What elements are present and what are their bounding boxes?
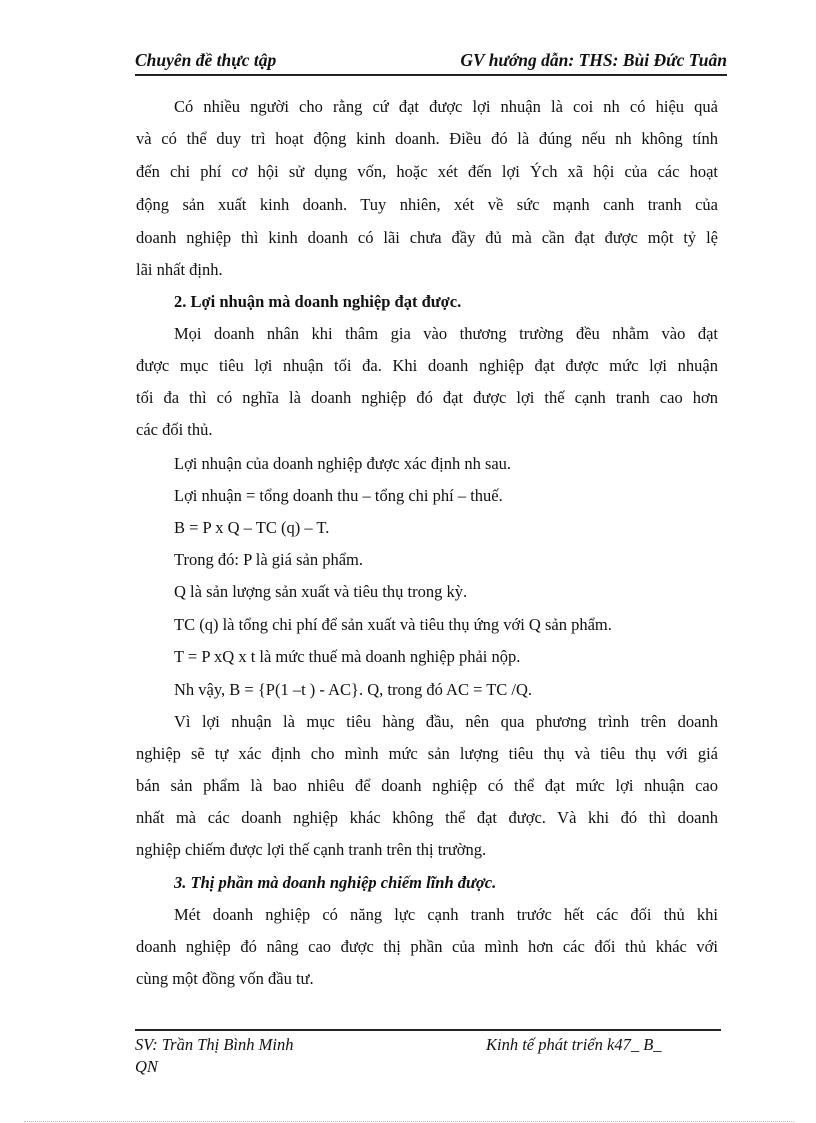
text-line: lãi nhất định. [136,260,223,279]
page-header [135,48,727,76]
text-line: đến chi phí cơ hội sử dụng vốn, hoặc xét đến lợi Ých xã hội của các hoạt [136,162,718,181]
text-line: nghiệp sẽ tự xác định cho mình mức sản lượng tiêu thụ và tiêu thụ với giá [136,744,718,763]
text-line: các đối thủ. [136,420,213,439]
header-left-title: Chuyên đề thực tập [135,50,277,70]
formula-line: Nh vậy, B = {P(1 –t ) - AC}. Q, trong đó AC = TC /Q. [174,680,533,699]
text-line: T = P xQ x t là mức thuế mà doanh nghiệp phải nộp. [174,647,521,666]
text-line: nhất mà các doanh nghiệp khác không thể đạt được. Và khi đó thì doanh [136,808,718,827]
text-line: cùng một đồng vốn đầu tư. [136,969,314,988]
text-line: được mục tiêu lợi nhuận tối đa. Khi doanh nghiệp đạt được mức lợi nhuận [136,356,718,375]
text-line: Mọi doanh nhân khi thâm gia vào thương trường đều nhằm vào đạt [174,324,718,343]
header-right-title: GV hướng dẫn: THS: Bùi Đức Tuân [460,50,727,70]
footer-course: Kinh tế phát triển k47_ B_ [486,1035,662,1054]
text-line: Vì lợi nhuận là mục tiêu hàng đầu, nên qua phương trình trên doanh [174,712,718,731]
text-line: Trong đó: P là giá sản phẩm. [174,550,363,569]
text-line: Lợi nhuận của doanh nghiệp được xác định nh sau. [174,454,512,473]
footer-student-name: SV: Trần Thị Bình Minh [135,1035,294,1054]
section-heading: 3. Thị phần mà doanh nghiệp chiếm lĩnh được. [174,873,497,892]
text-line: Có nhiều người cho rằng cứ đạt được lợi nhuận là coi nh có hiệu quả [174,97,718,116]
text-line: Lợi nhuận = tổng doanh thu – tổng chi phí – thuế. [174,486,503,505]
formula-line: B = P x Q – TC (q) – T. [174,518,330,537]
footer-student [135,1034,293,1078]
text-line: doanh nghiệp đó nâng cao được thị phần của mình hơn các đối thủ khác với [136,937,718,956]
section-heading: 2. Lợi nhuận mà doanh nghiệp đạt được. [174,292,462,311]
footer-divider [135,1029,721,1031]
text-line: động sản xuất kinh doanh. Tuy nhiên, xét về sức mạnh canh tranh của [136,195,718,214]
footer-student-class: QN [135,1057,158,1076]
text-line: bán sản phẩm là bao nhiêu để doanh nghiệp có thể đạt mức lợi nhuận cao [136,776,718,795]
text-line: Q là sản lượng sản xuất và tiêu thụ trong kỳ. [174,582,468,601]
page-edge-divider [24,1121,794,1122]
text-line: Mét doanh nghiệp có năng lực cạnh tranh trước hết các đối thủ khi [174,905,718,924]
text-line: TC (q) là tổng chi phí để sản xuất và tiêu thụ ứng với Q sản phẩm. [174,615,612,634]
text-line: nghiệp chiếm được lợi thế cạnh tranh trên thị trường. [136,840,487,859]
text-line: và có thể duy trì hoạt động kinh doanh. Điều đó là đúng nếu nh không tính [136,129,718,148]
text-line: doanh nghiệp thì kinh doanh có lãi chưa đầy đủ mà cần đạt được một tỷ lệ [136,228,718,247]
text-line: tối đa thì có nghĩa là doanh nghiệp đó đạt được lợi thế cạnh tranh cao hơn [136,388,718,407]
